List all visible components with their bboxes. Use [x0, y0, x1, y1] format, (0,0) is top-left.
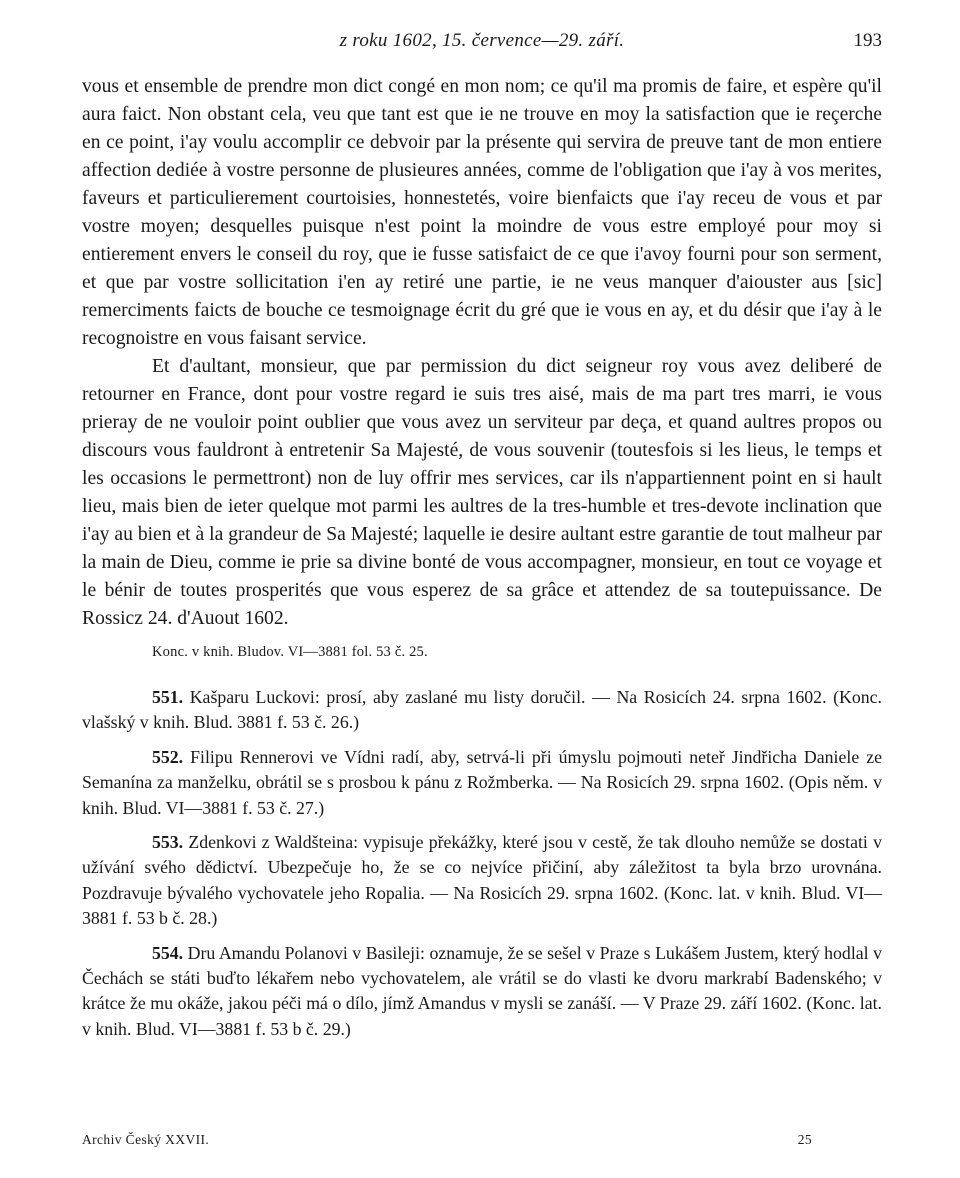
entry-text: Dru Amandu Polanovi v Basileji: oznamuje, že se sešel v Praze s Lukášem Justem, který hodlal v Čechách se státi buďto lékařem nebo vychovatelem, ale vrátil se do vlasti ke dvoru markrabí Badenského; v krátce že mu okáže, jakou péči má o dílo, jímž Amandus v mysli se zanáší. — V Praze 29. září 1602. (Konc. lat. v knih. Blud. VI—3881 f. 53 b č. 29.) — [82, 942, 882, 1039]
source-note: Konc. v knih. Bludov. VI—3881 fol. 53 č. 25. — [152, 644, 428, 660]
entry-text: Kašparu Luckovi: prosí, aby zaslané mu listy doručil. — Na Rosicích 24. srpna 1602. (Konc. vlašský v knih. Blud. 3881 f. 53 č. 26.) — [82, 687, 882, 733]
page-number: 193 — [853, 30, 882, 51]
register-entry — [82, 830, 882, 932]
page-body — [82, 73, 882, 1051]
entry-text: Filipu Rennerovi ve Vídni radí, aby, setrvá-li při úmyslu pojmouti neteř Jindřicha Daniele ze Semanína za manželku, obrátil se s prosbou k pánu z Rožmberka. — Na Rosicích 29. srpna 1602. (Opis něm. v knih. Blud. VI—3881 f. 53 č. 27.) — [82, 746, 882, 818]
entry-text: Zdenkovi z Waldšteina: vypisuje překážky, které jsou v cestě, že tak dlouho nemůže se dostati v užívání svého dědictví. Ubezpečuje ho, že se co nejvíce přičiní, aby záležitost ta byla brzo urovnána. Pozdravuje bývalého vychovatele jeho Ropalia. — Na Rosicích 29. srpna 1602. (Konc. lat. v knih. Blud. VI—3881 f. 53 b č. 28.) — [82, 832, 882, 929]
header-title: z roku 1602, 15. července—29. září. — [339, 30, 625, 51]
register-entry — [82, 745, 882, 821]
register-entry — [82, 685, 882, 736]
register-entries — [82, 685, 882, 1042]
letter-paragraph: vous et ensemble de prendre mon dict congé en mon nom; ce qu'il ma promis de faire, et espère qu'il aura faict. Non obstant cela, veu que tant est que ie ne trouve en moy la satisfaction que ie reçerche en ce point, i'ay voulu accomplir ce debvoir par la présente qui servira de preuve tant de mon entiere affection dediée à vostre personne de plusieures années, comme de l'obligation que i'ay à vos merites, faveurs et particulierement courtoisies, honnestetés, voire bienfaicts que i'ay receu de vous et par vostre moyen; desquelles puisque n'est point la moindre de vous estre employé pour moy si entierement envers le conseil du roy, que ie fusse satisfaict de ce que i'avoy fourni pour son serment, et que par vostre sollicitation i'en ay retiré une partie, ie ne veus manquer d'aiouster aus [sic] remerciments faicts de bouche ce tesmoignage écrit du gré que ie vous en ay, et du désir que i'ay à le recognoistre en vous faisant service. — [82, 76, 882, 349]
entry-number: 553. — [152, 832, 184, 853]
letter-paragraph: Et d'aultant, monsieur, que par permission du dict seigneur roy vous avez deliberé de retourner en France, dont pour vostre regard ie suis tres aisé, mais de ma part tres marri, ie vous prieray de ne vouloir point oublier que vous avez un serviteur par deça, et quand aultres propos ou discours vous fauldront à entretenir Sa Majesté, de vous souvenir (toutesfois si les lieus, le temps et les occasions le permettront) non de luy offrir mes services, car ils n'appartiennent point en si hault lieu, mais bien de ieter quelque mot parmi les aultres de la tres-humble et tres-devote inclination que i'ay au bien et à la grandeur de Sa Majesté; laquelle ie desire aultant estre garantie de tout malheur par la main de Dieu, comme ie prie sa divine bonté de vous accompagner, monsieur, en tout ce voyage et le bénir de toutes prosperités que vous esperez de sa grâce et attendez de sa toutepuissance. De Rossicz 24. d'Auout 1602. — [82, 356, 882, 629]
entry-number: 554. — [152, 942, 184, 963]
entry-number: 551. — [152, 687, 184, 707]
entry-number: 552. — [152, 746, 184, 767]
page-footer — [82, 1132, 882, 1152]
footer-sheet-number: 25 — [797, 1132, 812, 1147]
footer-signature: Archiv Český XXVII. — [82, 1132, 210, 1147]
register-entry — [82, 941, 882, 1043]
running-header — [82, 30, 882, 56]
